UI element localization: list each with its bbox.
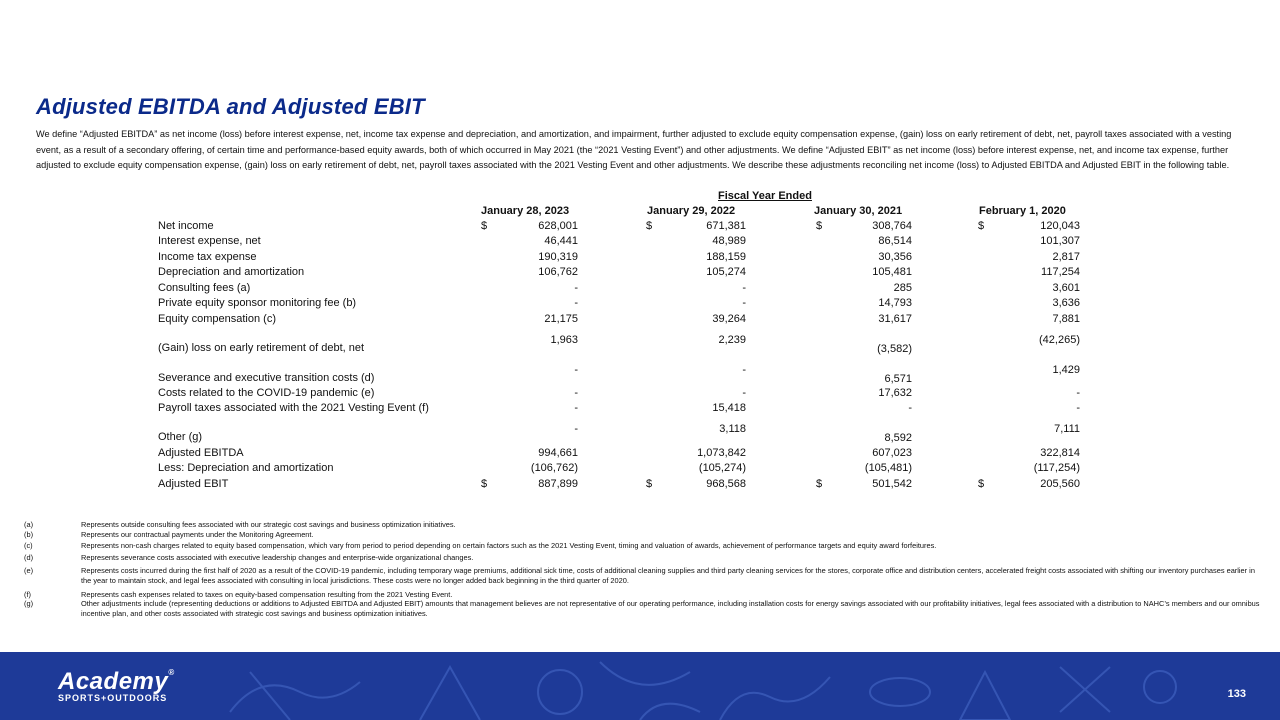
footnote-key: (c) xyxy=(24,541,33,551)
table-cell: 6,571 xyxy=(884,373,912,385)
footnote xyxy=(24,553,1260,563)
table-cell: 31,617 xyxy=(878,313,912,325)
currency-symbol: $ xyxy=(978,220,985,232)
table-cell: - xyxy=(742,297,746,309)
currency-symbol: $ xyxy=(646,220,653,232)
row-label: (Gain) loss on early retirement of debt, net xyxy=(158,342,365,354)
table-cell: 7,881 xyxy=(1052,313,1080,325)
footnote-key: (g) xyxy=(24,599,34,609)
table-cell: 3,636 xyxy=(1052,297,1080,309)
column-header: January 29, 2022 xyxy=(647,205,736,217)
row-label: Less: Depreciation and amortization xyxy=(158,462,334,474)
table-cell: 106,762 xyxy=(538,266,578,278)
table-cell: - xyxy=(908,402,912,414)
table-cell: - xyxy=(574,423,578,435)
table-cell: 14,793 xyxy=(878,297,912,309)
table-cell: - xyxy=(742,282,746,294)
currency-symbol: $ xyxy=(646,478,653,490)
table-cell: 887,899 xyxy=(538,478,578,490)
logo-wordmark: Academy xyxy=(58,668,169,695)
table-cell: 101,307 xyxy=(1040,235,1080,247)
table-cell: 15,418 xyxy=(712,402,746,414)
column-header: January 30, 2021 xyxy=(814,205,903,217)
footnote-text: Represents outside consulting fees associated with our strategic cost savings and business optimization initiatives. xyxy=(81,520,456,529)
table-cell: 2,239 xyxy=(718,334,746,346)
footnote-key: (a) xyxy=(24,520,34,529)
row-label: Payroll taxes associated with the 2021 Vesting Event (f) xyxy=(158,402,429,414)
table-cell: - xyxy=(574,297,578,309)
footnote-key: (b) xyxy=(24,529,34,539)
table-cell: 46,441 xyxy=(544,235,578,247)
outdoor-pattern-illustration xyxy=(0,652,1280,720)
footnote xyxy=(24,520,1260,530)
table-cell: 501,542 xyxy=(872,478,912,490)
row-label: Equity compensation (c) xyxy=(158,313,276,325)
currency-symbol: $ xyxy=(978,478,985,490)
table-cell: 285 xyxy=(893,282,912,294)
row-label: Other (g) xyxy=(158,431,203,443)
footnote-key: (e) xyxy=(24,566,34,576)
table-cell: - xyxy=(574,402,578,414)
table-cell: - xyxy=(1076,402,1080,414)
column-header: February 1, 2020 xyxy=(979,205,1066,217)
table-cell: 968,568 xyxy=(706,478,746,490)
table-cell: (117,254) xyxy=(1033,462,1080,474)
table-cell: 671,381 xyxy=(706,220,746,232)
row-label: Private equity sponsor monitoring fee (b) xyxy=(158,297,357,309)
table-cell: 607,023 xyxy=(872,447,912,459)
row-label: Costs related to the COVID-19 pandemic (e) xyxy=(158,387,375,399)
footnote-text: Represents costs incurred during the first half of 2020 as a result of the COVID-19 pandemic, including temporary wage premiums, additional sick time, costs of additional cleaning supplies and third party cleaning services for the stores, corporate office and distribution centers, accelerated freight costs associated with shifting our inventory purchases earlier in the year to maintain stock, and legal fees associated with consulting in local jurisdictions. These costs were no longer added back beginning in the third quarter of 2020. xyxy=(81,566,1255,585)
footnote-key: (f) xyxy=(24,589,31,599)
table-cell: 1,073,842 xyxy=(697,447,746,459)
footnote xyxy=(24,590,1260,600)
table-cell: 21,175 xyxy=(544,313,578,325)
table-cell: 1,963 xyxy=(550,334,578,346)
intro-paragraph: We define “Adjusted EBITDA” as net income (loss) before interest expense, net, income tax expense and depreciation, and amortization, and impairment, further adjusted to exclude equity compensation expense, (gain) loss on early retirement of debt, net, payroll taxes associated with a vesting event, as a result of a secondary offering, of certain time and performance-based equity awards, both of which occurred in May 2021 (the “2021 Vesting Event”) and other adjustments. We define “Adjusted EBIT” as net income (loss) before interest expense, net, and income tax expense, further adjusted to exclude equity compensation expense, (gain) loss on early retirement of debt, net, payroll taxes associated with the 2021 Vesting Event and other adjustments. We describe these adjustments reconciling net income (loss) to Adjusted EBITDA and Adjusted EBIT in the following table. xyxy=(36,129,1232,170)
table-cell: 86,514 xyxy=(878,235,912,247)
table-cell: 105,481 xyxy=(872,266,912,278)
fiscal-year-header: Fiscal Year Ended xyxy=(718,190,812,202)
row-label: Net income xyxy=(158,220,214,232)
table-cell: 205,560 xyxy=(1040,478,1080,490)
table-cell: 48,989 xyxy=(712,235,746,247)
footnote xyxy=(24,566,1260,585)
table-cell: - xyxy=(574,364,578,376)
footnote-text: Represents non-cash charges related to equity based compensation, which vary from period to period depending on certain factors such as the 2021 Vesting Event, timing and valuation of awards, achievement of performance targets and equity award forfeitures. xyxy=(81,541,937,551)
table-cell: 117,254 xyxy=(1041,266,1080,278)
footnote xyxy=(24,599,1260,618)
currency-symbol: $ xyxy=(481,220,488,232)
footnote-text: Represents our contractual payments under the Monitoring Agreement. xyxy=(81,529,314,539)
table-cell: 120,043 xyxy=(1040,220,1080,232)
table-cell: - xyxy=(1076,387,1080,399)
footer-band xyxy=(0,652,1280,720)
table-cell: - xyxy=(742,387,746,399)
footnote-text: Other adjustments include (representing deductions or additions to Adjusted EBITDA and Adjusted EBIT) amounts that management believes are not representative of our operating performance, including installation costs for energy savings associated with our profitability initiatives, legal fees associated with a distribution to NAHC’s members and our omnibus incentive plan, and other costs associated with strategic cost savings and business optimization initiatives. xyxy=(81,599,1260,618)
table-cell: (105,481) xyxy=(864,462,912,474)
table-cell: 3,601 xyxy=(1052,282,1080,294)
row-label: Severance and executive transition costs (d) xyxy=(158,372,375,384)
table-cell: - xyxy=(574,282,578,294)
table-cell: 1,429 xyxy=(1052,364,1080,376)
table-cell: 190,319 xyxy=(538,251,578,263)
table-cell: 17,632 xyxy=(878,387,912,399)
table-cell: 3,118 xyxy=(719,423,746,435)
table-cell: 105,274 xyxy=(706,266,746,278)
footnote xyxy=(24,541,1260,551)
table-cell: 308,764 xyxy=(872,220,912,232)
table-cell: 322,814 xyxy=(1040,447,1080,459)
table-cell: 7,111 xyxy=(1054,423,1080,435)
academy-logo xyxy=(58,668,175,703)
row-label: Income tax expense xyxy=(158,251,257,263)
currency-symbol: $ xyxy=(816,220,823,232)
footnote-key: (d) xyxy=(24,552,34,562)
currency-symbol: $ xyxy=(816,478,823,490)
table-cell: (106,762) xyxy=(530,462,578,474)
table-cell: (3,582) xyxy=(877,343,912,355)
table-cell: - xyxy=(742,364,746,376)
row-label: Depreciation and amortization xyxy=(158,266,305,278)
table-cell: 8,592 xyxy=(884,432,912,444)
logo-registered-mark: ® xyxy=(168,668,175,677)
page-title: Adjusted EBITDA and Adjusted EBIT xyxy=(36,94,425,119)
footnote xyxy=(24,530,1260,540)
table-cell: (42,265) xyxy=(1039,334,1080,346)
row-label: Adjusted EBIT xyxy=(158,478,229,490)
currency-symbol: $ xyxy=(481,478,488,490)
table-cell: 39,264 xyxy=(712,313,746,325)
column-header: January 28, 2023 xyxy=(481,205,570,217)
table-cell: 30,356 xyxy=(878,251,912,263)
table-cell: 994,661 xyxy=(538,447,578,459)
table-cell: 628,001 xyxy=(538,220,578,232)
table-cell: - xyxy=(574,387,578,399)
table-cell: 188,159 xyxy=(706,251,746,263)
footnote-text: Represents cash expenses related to taxes on equity-based compensation resulting from the 2021 Vesting Event. xyxy=(81,589,453,599)
row-label: Interest expense, net xyxy=(158,235,261,247)
table-cell: 2,817 xyxy=(1052,251,1080,263)
footnotes xyxy=(24,520,1260,618)
page-number: 133 xyxy=(1227,688,1246,700)
row-label: Adjusted EBITDA xyxy=(158,447,244,459)
table-cell: (105,274) xyxy=(698,462,746,474)
logo-tagline: SPORTS+OUTDOORS xyxy=(58,693,168,703)
row-label: Consulting fees (a) xyxy=(158,282,251,294)
footnote-text: Represents severance costs associated with executive leadership changes and enterprise-wide organizational changes. xyxy=(81,552,474,562)
